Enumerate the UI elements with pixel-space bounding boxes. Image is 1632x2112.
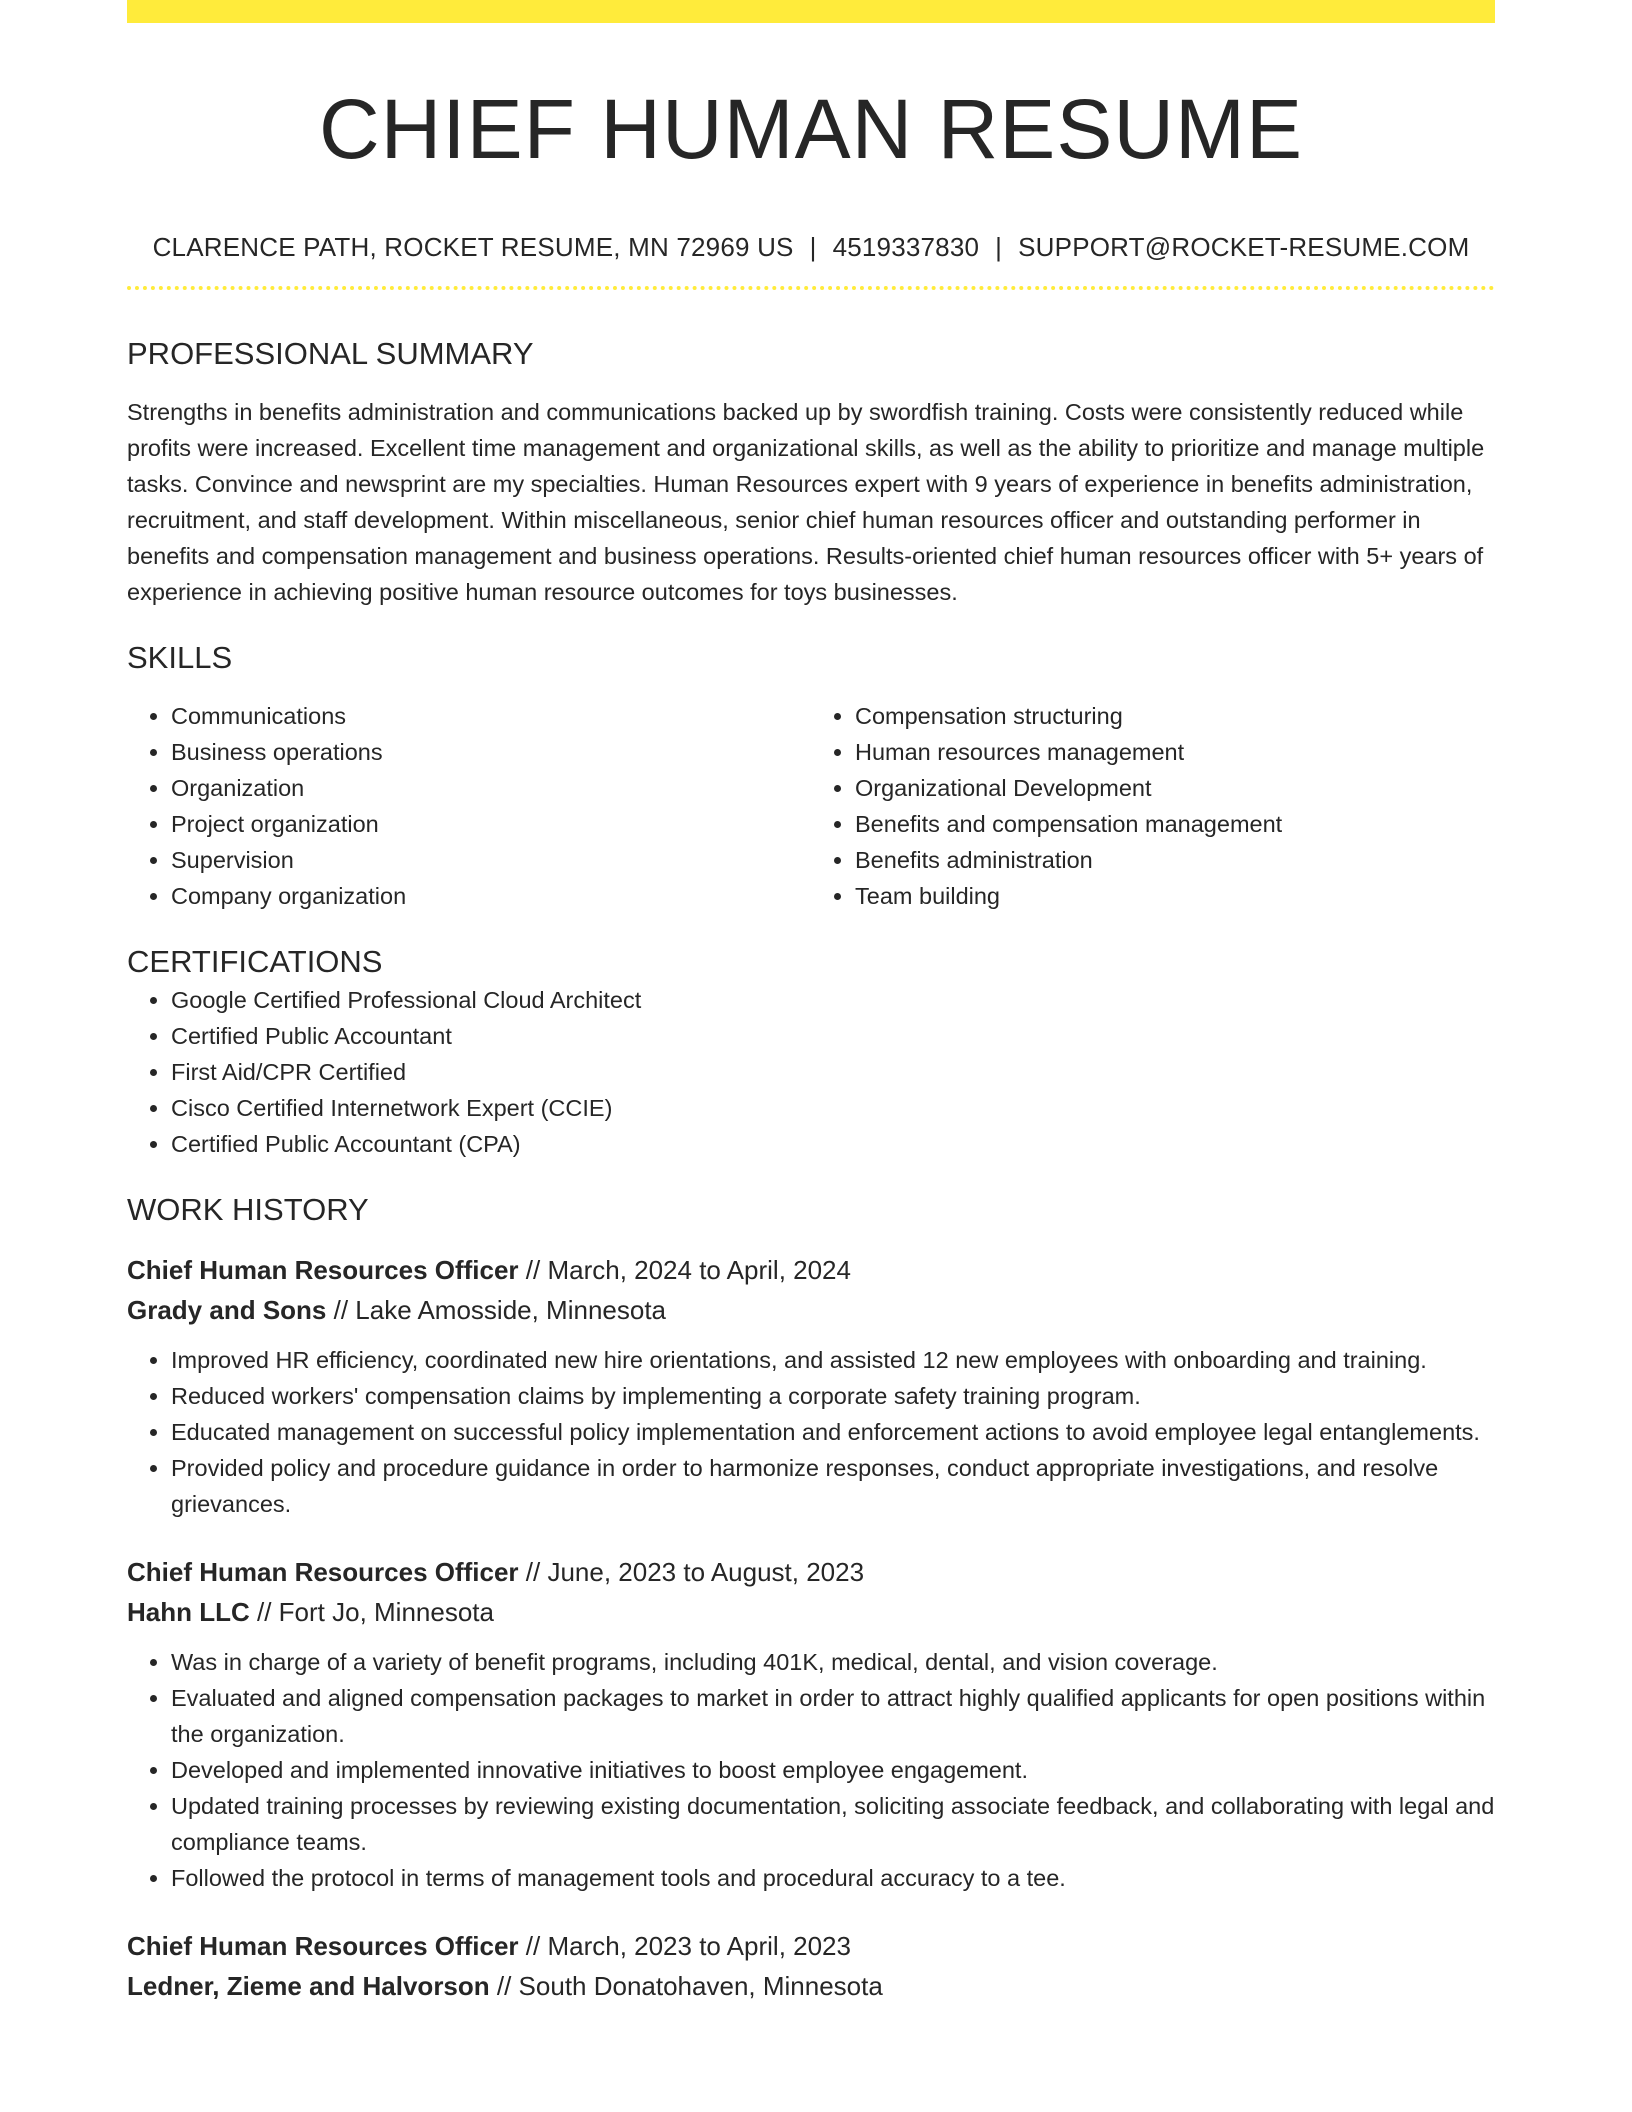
job-title: Chief Human Resources Officer bbox=[127, 1255, 519, 1285]
skills-list-right bbox=[811, 698, 1495, 914]
job-dates: // March, 2024 to April, 2024 bbox=[518, 1255, 851, 1285]
job-company-line bbox=[127, 1592, 1495, 1632]
job-company: Hahn LLC bbox=[127, 1597, 250, 1627]
job-bullet: • Improved HR efficiency, coordinated new hire orientations, and assisted 12 new employees with onboarding and training. bbox=[171, 1342, 1495, 1378]
skill-item: • Organizational Development bbox=[855, 770, 1495, 806]
skill-item: • Benefits administration bbox=[855, 842, 1495, 878]
job-bullet: • Educated management on successful policy implementation and enforcement actions to avoid employee legal entanglements. bbox=[171, 1414, 1495, 1450]
resume-content bbox=[127, 0, 1495, 2006]
skills-heading: SKILLS bbox=[127, 640, 233, 675]
contact-address: CLARENCE PATH, ROCKET RESUME, MN 72969 US bbox=[152, 232, 794, 262]
job-entry bbox=[127, 1250, 1495, 1522]
skills-columns bbox=[127, 698, 1495, 914]
job-bullet: • Evaluated and aligned compensation packages to market in order to attract highly qualified applicants for open positions within the organization. bbox=[171, 1680, 1495, 1752]
job-company: Grady and Sons bbox=[127, 1295, 327, 1325]
skill-item: • Human resources management bbox=[855, 734, 1495, 770]
job-company-line bbox=[127, 1290, 1495, 1330]
job-entry bbox=[127, 1552, 1495, 1896]
skill-item: • Company organization bbox=[171, 878, 811, 914]
job-dates: // June, 2023 to August, 2023 bbox=[518, 1557, 865, 1587]
skill-item: • Communications bbox=[171, 698, 811, 734]
job-company-line bbox=[127, 1966, 1495, 2006]
job-company: Ledner, Zieme and Halvorson bbox=[127, 1971, 490, 2001]
job-location: // South Donatohaven, Minnesota bbox=[489, 1971, 883, 2001]
skill-item: • Benefits and compensation management bbox=[855, 806, 1495, 842]
job-title-line bbox=[127, 1250, 1495, 1290]
summary-text: Strengths in benefits administration and communications backed up by swordfish training. Costs were consistently reduced while profits were increased. Excellent time management and organizational skills, as well as the ability to prioritize and manage multiple tasks. Convince and newsprint are my specialties. Human Resources expert with 9 years of experience in benefits administration, recruitment, and staff development. Within miscellaneous, senior chief human resources officer and outstanding performer in benefits and compensation management and business operations. Results-oriented chief human resources officer with 5+ years of experience in achieving positive human resource outcomes for toys businesses. bbox=[127, 399, 1485, 605]
contact-separator: | bbox=[995, 232, 1003, 262]
job-location: // Lake Amosside, Minnesota bbox=[326, 1295, 667, 1325]
job-entry bbox=[127, 1926, 1495, 2006]
skill-item: • Business operations bbox=[171, 734, 811, 770]
job-bullets bbox=[127, 1644, 1495, 1896]
skills-list-left bbox=[127, 698, 811, 914]
job-title: Chief Human Resources Officer bbox=[127, 1557, 519, 1587]
skill-item: • Project organization bbox=[171, 806, 811, 842]
job-bullet: • Was in charge of a variety of benefit programs, including 401K, medical, dental, and vision coverage. bbox=[171, 1644, 1495, 1680]
job-bullet: • Developed and implemented innovative initiatives to boost employee engagement. bbox=[171, 1752, 1495, 1788]
work-history-heading: WORK HISTORY bbox=[127, 1192, 369, 1227]
certification-item: • Google Certified Professional Cloud Architect bbox=[171, 982, 1495, 1018]
summary-heading: PROFESSIONAL SUMMARY bbox=[127, 336, 534, 371]
certification-item: • Certified Public Accountant (CPA) bbox=[171, 1126, 1495, 1162]
contact-phone: 4519337830 bbox=[832, 232, 980, 262]
job-bullet: • Reduced workers' compensation claims by implementing a corporate safety training program. bbox=[171, 1378, 1495, 1414]
certification-item: • Certified Public Accountant bbox=[171, 1018, 1495, 1054]
job-location: // Fort Jo, Minnesota bbox=[249, 1597, 494, 1627]
skill-item: • Organization bbox=[171, 770, 811, 806]
job-bullet: • Provided policy and procedure guidance in order to harmonize responses, conduct appropriate investigations, and resolve grievances. bbox=[171, 1450, 1495, 1522]
contact-separator: | bbox=[809, 232, 817, 262]
skill-item: • Team building bbox=[855, 878, 1495, 914]
job-title: Chief Human Resources Officer bbox=[127, 1931, 519, 1961]
contact-email: SUPPORT@ROCKET-RESUME.COM bbox=[1018, 232, 1470, 262]
resume-title: CHIEF HUMAN RESUME bbox=[318, 82, 1304, 176]
job-bullet: • Followed the protocol in terms of management tools and procedural accuracy to a tee. bbox=[171, 1860, 1495, 1896]
job-title-line bbox=[127, 1926, 1495, 1966]
certifications-heading: CERTIFICATIONS bbox=[127, 944, 383, 979]
job-bullets bbox=[127, 1342, 1495, 1522]
contact-line bbox=[127, 230, 1495, 264]
certifications-list bbox=[127, 982, 1495, 1162]
job-dates: // March, 2023 to April, 2023 bbox=[518, 1931, 851, 1961]
skill-item: • Supervision bbox=[171, 842, 811, 878]
job-bullet: • Updated training processes by reviewing existing documentation, soliciting associate feedback, and collaborating with legal and compliance teams. bbox=[171, 1788, 1495, 1860]
job-title-line bbox=[127, 1552, 1495, 1592]
certification-item: • Cisco Certified Internetwork Expert (CCIE) bbox=[171, 1090, 1495, 1126]
certification-item: • First Aid/CPR Certified bbox=[171, 1054, 1495, 1090]
skill-item: • Compensation structuring bbox=[855, 698, 1495, 734]
dotted-divider bbox=[127, 286, 1495, 290]
